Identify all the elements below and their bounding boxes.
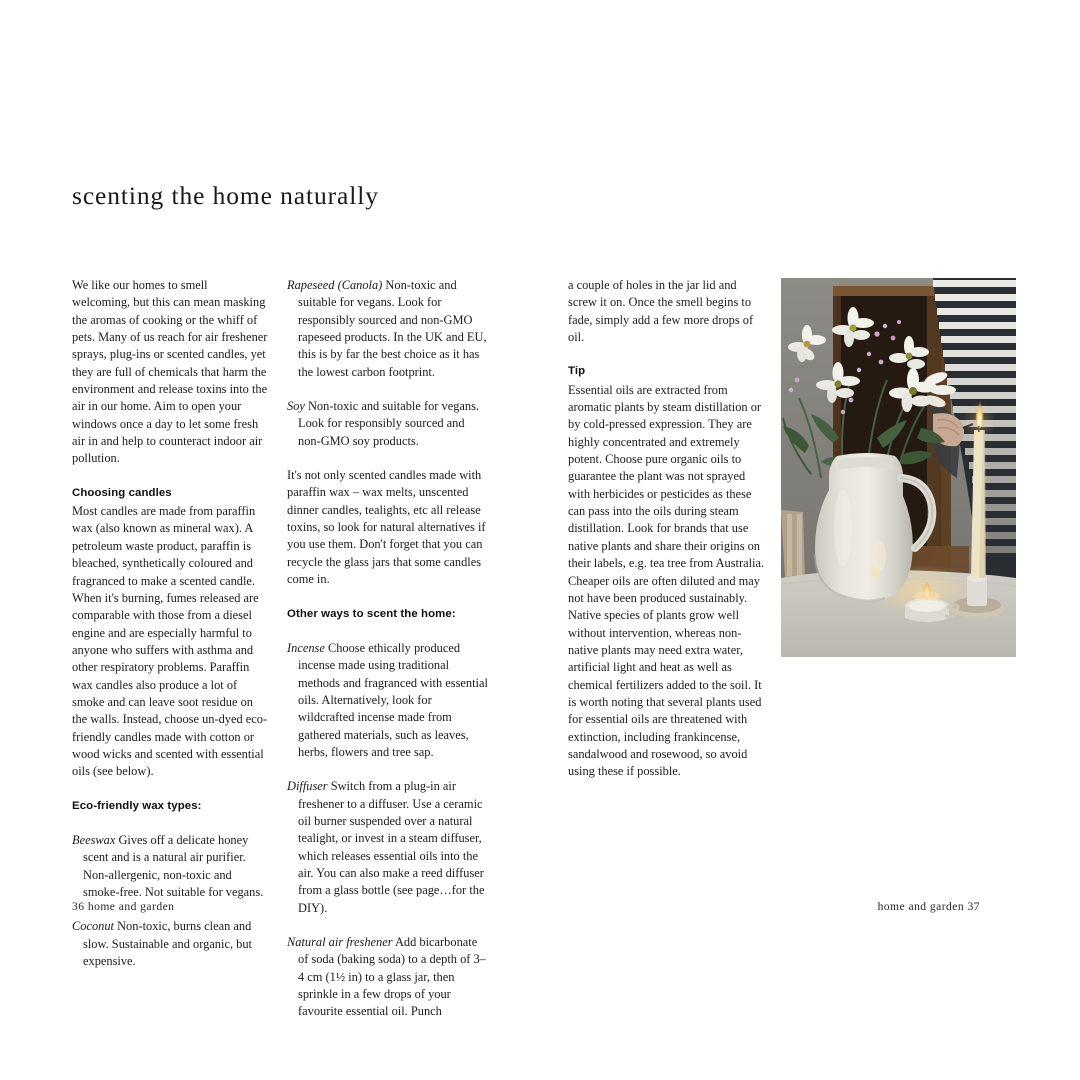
term-beeswax: Beeswax bbox=[72, 832, 116, 847]
heading-choosing-candles: Choosing candles bbox=[72, 486, 172, 499]
term-incense-body: Choose ethically produced incense made using traditional methods and fragranced with essential oils. Alternatively, look for wildcrafted incense made from gathered materials, such as leaves, herbs, flowers and tree sap. bbox=[298, 640, 488, 759]
paragraph-soy bbox=[287, 398, 489, 450]
term-soy-body: Non-toxic and suitable for vegans. Look for responsibly sourced and non-GMO soy products. bbox=[298, 399, 480, 448]
text-column-1 bbox=[72, 277, 268, 987]
term-soy: Soy bbox=[287, 399, 305, 414]
heading-other-ways-to-scent-the-home: Other ways to scent the home: bbox=[287, 607, 456, 620]
paragraph-incense bbox=[287, 640, 489, 761]
term-beeswax-body: Gives off a delicate honey scent and is a natural air purifier. Non-allergenic, non-toxic and smoke-free. Not suitable for vegans. bbox=[83, 832, 264, 899]
text-column-2 bbox=[287, 277, 489, 1021]
term-diffuser: Diffuser bbox=[287, 779, 328, 794]
folio-right: home and garden 37 bbox=[877, 900, 980, 913]
heading-tip: Tip bbox=[568, 365, 586, 378]
paragraph-continuation: a couple of holes in the jar lid and screw it on. Once the smell begins to fade, simply add a few more drops of oil. bbox=[568, 278, 754, 345]
term-coconut-body: Non-toxic, burns clean and slow. Sustainable and organic, but expensive. bbox=[83, 919, 252, 969]
paragraph-diffuser bbox=[287, 778, 489, 917]
term-rapeseed: Rapeseed (Canola) bbox=[287, 278, 383, 292]
heading-eco-friendly-wax-types: Eco-friendly wax types: bbox=[72, 799, 202, 812]
paragraph-coconut bbox=[72, 918, 268, 970]
paragraph-beeswax bbox=[72, 832, 268, 901]
term-rapeseed-body: Non-toxic and suitable for vegans. Look for responsibly sourced and non-GMO rapeseed products. In the UK and EU, this is by far the best choice as it has the lowest carbon footprint. bbox=[298, 278, 487, 379]
term-natural-air-freshener: Natural air freshener bbox=[287, 935, 393, 949]
paragraph-choosing-candles: Most candles are made from paraffin wax (also known as mineral wax). A petroleum waste product, paraffin is bleached, synthetically coloured and fragranced to make a scented candle. When it's burning, fumes released are comparable with those from a diesel engine and are especially harmful to anyone who suffers with asthma and other respiratory problems. Paraffin wax candles also produce a lot of smoke and can leave soot residue on the walls. Instead, choose un-dyed eco-friendly candles made with cotton or wood wicks and scented with essential oils (see below). bbox=[72, 504, 268, 779]
text-column-3 bbox=[568, 277, 766, 798]
term-natural-air-freshener-body: Add bicarbonate of soda (baking soda) to a depth of 3–4 cm (1½ in) to a glass jar, then sprinkle in a few drops of your favourite essential oil. Punch bbox=[298, 935, 486, 1019]
term-diffuser-body: Switch from a plug-in air freshener to a diffuser. Use a ceramic oil burner suspended over a natural tealight, or invest in a steam diffuser, which releases essential oils into the air. You can also make a reed diffuser from a glass bottle (see page…for the DIY). bbox=[298, 779, 485, 915]
folio-left: 36 home and garden bbox=[72, 900, 175, 913]
paragraph-toxins: It's not only scented candles made with paraffin wax – wax melts, unscented dinner candles, tealights, etc all release toxins, so look for natural alternatives if you use them. Don't forget that you can recycle the glass jars that some candles come in. bbox=[287, 468, 486, 587]
photo-flowers-jug-candles bbox=[781, 278, 1016, 657]
paragraph-rapeseed bbox=[287, 277, 489, 381]
term-incense: Incense bbox=[287, 640, 325, 655]
term-coconut: Coconut bbox=[72, 919, 114, 934]
paragraph-natural-air-freshener bbox=[287, 934, 489, 1021]
paragraph-tip: Essential oils are extracted from aromatic plants by steam distillation or by cold-pressed expression. They are highly concentrated and extremely potent. Choose pure organic oils to guarantee the plant was not sprayed with herbicides or pesticides as these can pass into the oils during steam distillation. Look for brands that use native plants and share their origins on their labels, e.g. tea tree from Australia. Cheaper oils are often diluted and may not have been produced sustainably. Native species of plants grow well without intervention, whereas non-native plants may need extra water, artificial light and heat as well as chemical fertilizers added to the soil. It is worth noting that several plants used for essential oils are threatened with extinction, including frankincense, sandalwood and rosewood, so avoid using these if possible. bbox=[568, 382, 765, 779]
paragraph-intro: We like our homes to smell welcoming, but this can mean masking the aromas of cooking or the whiff of pets. Many of us reach for air freshener sprays, plug-ins or scented candles, yet they are full of chemicals that harm the environment and release toxins into the air in our home. Aim to open your windows once a day to let some fresh air in and help to counteract indoor air pollution. bbox=[72, 278, 268, 466]
page-title: scenting the home naturally bbox=[72, 181, 379, 211]
photo-illustration bbox=[781, 278, 1016, 657]
